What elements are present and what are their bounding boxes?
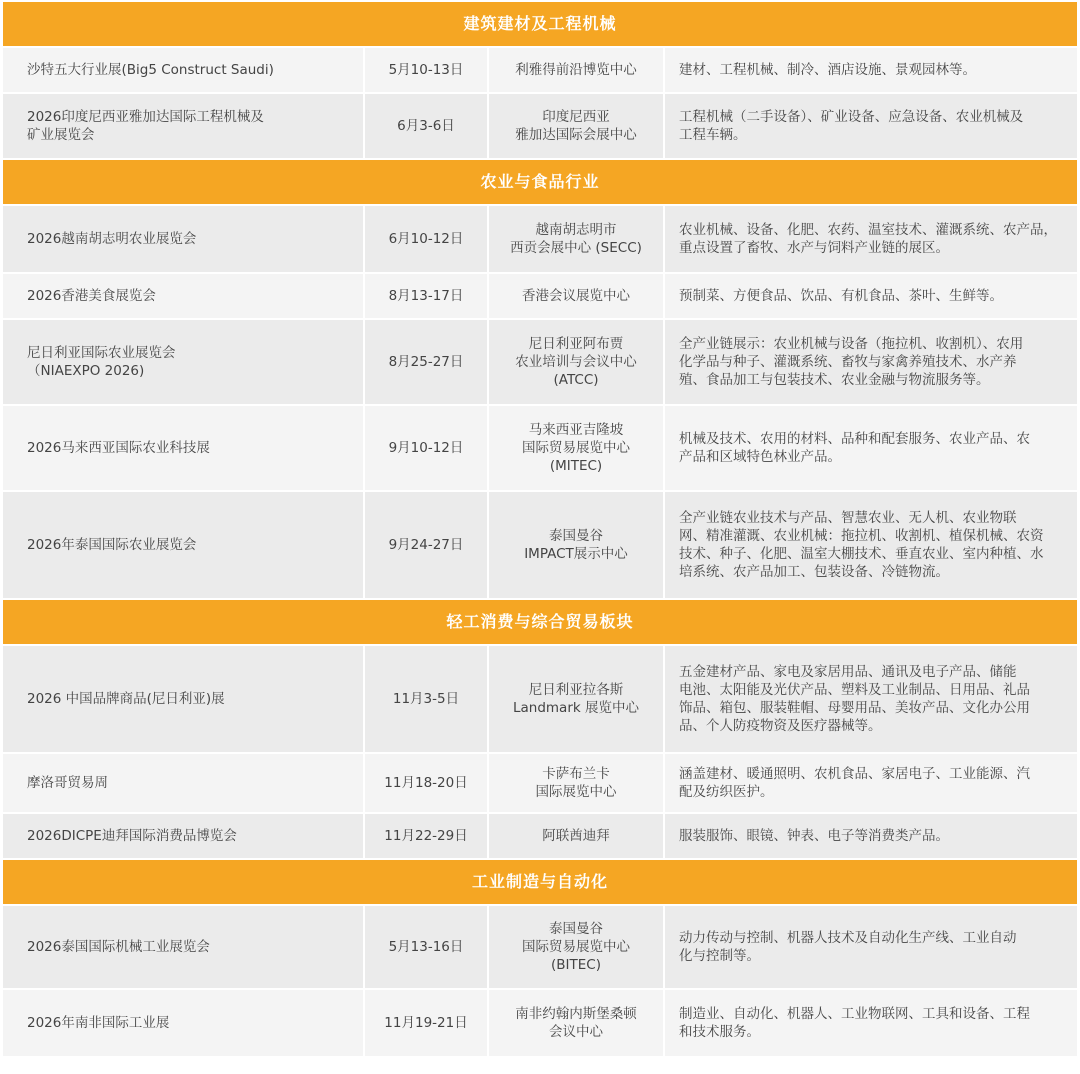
exhibition-venue xyxy=(489,94,663,158)
exhibition-scope-line: 涵盖建材、暖通照明、农机食品、家居电子、工业能源、汽 xyxy=(679,766,1030,782)
section-header xyxy=(3,600,1077,644)
exhibition-venue xyxy=(489,274,663,318)
exhibition-scope-line: 重点设置了畜牧、水产与饲料产业链的展区。 xyxy=(679,240,949,256)
exhibition-scope-line: 产品和区域特色林业产品。 xyxy=(679,449,841,465)
exhibition-date: 6月10-12日 xyxy=(365,206,487,272)
exhibition-venue-line: 香港会议展览中心 xyxy=(522,288,630,304)
exhibition-venue xyxy=(489,814,663,858)
exhibition-scope xyxy=(665,94,1077,158)
exhibition-scope-line: 网、精准灌溉、农业机械：拖拉机、收割机、植保机械、农资 xyxy=(679,528,1044,544)
table-row xyxy=(3,906,1077,988)
exhibition-date: 11月3-5日 xyxy=(365,646,487,752)
exhibition-name xyxy=(3,94,363,158)
exhibition-name-line: 2026马来西亚国际农业科技展 xyxy=(27,440,210,456)
exhibition-scope-line: 全产业链农业技术与产品、智慧农业、无人机、农业物联 xyxy=(679,510,1017,526)
exhibition-venue-line: 国际贸易展览中心 xyxy=(522,440,630,456)
exhibition-name xyxy=(3,406,363,490)
exhibition-name xyxy=(3,814,363,858)
exhibition-venue-line: 印度尼西亚 xyxy=(542,109,610,125)
exhibition-name-line: （NIAEXPO 2026) xyxy=(27,363,145,379)
exhibition-scope-line: 服装服饰、眼镜、钟表、电子等消费类产品。 xyxy=(679,828,949,844)
exhibition-venue-line: (BITEC) xyxy=(551,957,601,973)
section-title: 工业制造与自动化 xyxy=(3,860,1077,904)
exhibition-name-line: 2026泰国国际机械工业展览会 xyxy=(27,939,210,955)
exhibition-venue-line: 阿联酋迪拜 xyxy=(542,828,610,844)
table-row xyxy=(3,814,1077,858)
exhibition-scope xyxy=(665,406,1077,490)
exhibition-scope xyxy=(665,906,1077,988)
exhibition-scope xyxy=(665,492,1077,598)
exhibition-scope-line: 技术、种子、化肥、温室大棚技术、垂直农业、室内种植、水 xyxy=(679,546,1044,562)
exhibition-name xyxy=(3,990,363,1056)
section-title: 农业与食品行业 xyxy=(3,160,1077,204)
exhibition-name-line: 2026印度尼西亚雅加达国际工程机械及 xyxy=(27,109,264,125)
section-header xyxy=(3,2,1077,46)
exhibition-venue xyxy=(489,320,663,404)
exhibition-name-line: 2026DICPE迪拜国际消费品博览会 xyxy=(27,828,237,844)
exhibition-venue-line: Landmark 展览中心 xyxy=(512,700,639,716)
exhibition-scope-line: 农业机械、设备、化肥、农药、温室技术、灌溉系统、农产品， xyxy=(679,222,1057,238)
section-title: 建筑建材及工程机械 xyxy=(3,2,1077,46)
exhibition-venue-line: 国际贸易展览中心 xyxy=(522,939,630,955)
exhibition-scope xyxy=(665,320,1077,404)
section-header xyxy=(3,860,1077,904)
exhibition-venue-line: 雅加达国际会展中心 xyxy=(515,127,637,143)
table-body xyxy=(3,2,1077,1056)
expo-schedule-table xyxy=(1,0,1079,1058)
exhibition-scope xyxy=(665,814,1077,858)
table-row xyxy=(3,274,1077,318)
exhibition-name xyxy=(3,906,363,988)
table-row xyxy=(3,94,1077,158)
exhibition-venue-line: (MITEC) xyxy=(549,458,603,474)
exhibition-name-line: 2026越南胡志明农业展览会 xyxy=(27,231,197,247)
exhibition-scope-line: 品、个人防疫物资及医疗器械等。 xyxy=(679,718,882,734)
exhibition-scope xyxy=(665,646,1077,752)
exhibition-date: 9月10-12日 xyxy=(365,406,487,490)
exhibition-scope xyxy=(665,206,1077,272)
exhibition-venue-line: 会议中心 xyxy=(549,1024,603,1040)
exhibition-date: 9月24-27日 xyxy=(365,492,487,598)
table-row xyxy=(3,492,1077,598)
exhibition-venue-line: 国际展览中心 xyxy=(535,784,617,800)
table-row xyxy=(3,406,1077,490)
exhibition-venue-line: 尼日利亚拉各斯 xyxy=(528,682,624,698)
exhibition-venue xyxy=(489,406,663,490)
exhibition-venue-line: 利雅得前沿博览中心 xyxy=(515,62,637,78)
exhibition-venue-line: 农业培训与会议中心 xyxy=(515,354,637,370)
exhibition-name-line: 2026年南非国际工业展 xyxy=(27,1015,170,1031)
exhibition-scope-line: 培系统、农产品加工、包装设备、冷链物流。 xyxy=(679,564,949,580)
table-row xyxy=(3,754,1077,812)
table-row xyxy=(3,990,1077,1056)
exhibition-venue-line: 南非约翰内斯堡桑顿 xyxy=(515,1006,637,1022)
exhibition-date: 11月22-29日 xyxy=(365,814,487,858)
exhibition-scope-line: 电池、太阳能及光伏产品、塑料及工业制品、日用品、礼品 xyxy=(679,682,1030,698)
exhibition-date: 5月10-13日 xyxy=(365,48,487,92)
exhibition-venue-line: 西贡会展中心 (SECC) xyxy=(510,240,642,256)
section-title: 轻工消费与综合贸易板块 xyxy=(3,600,1077,644)
exhibition-venue-line: 泰国曼谷 xyxy=(549,921,603,937)
exhibition-name-line: 矿业展览会 xyxy=(27,127,95,143)
exhibition-date: 8月25-27日 xyxy=(365,320,487,404)
exhibition-date: 11月18-20日 xyxy=(365,754,487,812)
exhibition-venue-line: IMPACT展示中心 xyxy=(524,546,628,562)
table-row xyxy=(3,48,1077,92)
exhibition-venue xyxy=(489,492,663,598)
exhibition-venue-line: 卡萨布兰卡 xyxy=(542,766,610,782)
table-row xyxy=(3,206,1077,272)
section-header xyxy=(3,160,1077,204)
exhibition-scope xyxy=(665,990,1077,1056)
exhibition-date: 8月13-17日 xyxy=(365,274,487,318)
exhibition-venue xyxy=(489,754,663,812)
exhibition-scope-line: 配及纺织医护。 xyxy=(679,784,774,800)
exhibition-scope-line: 建材、工程机械、制冷、酒店设施、景观园林等。 xyxy=(679,62,976,78)
exhibition-venue-line: 泰国曼谷 xyxy=(549,528,603,544)
exhibition-scope-line: 饰品、箱包、服装鞋帽、母婴用品、美妆产品、文化办公用 xyxy=(679,700,1030,716)
exhibition-scope-line: 和技术服务。 xyxy=(679,1024,760,1040)
exhibition-venue-line: 越南胡志明市 xyxy=(535,222,617,238)
exhibition-name xyxy=(3,48,363,92)
exhibition-scope xyxy=(665,48,1077,92)
exhibition-name-line: 沙特五大行业展(Big5 Construct Saudi) xyxy=(27,62,274,78)
exhibition-scope-line: 五金建材产品、家电及家居用品、通讯及电子产品、储能 xyxy=(679,664,1017,680)
exhibition-name-line: 尼日利亚国际农业展览会 xyxy=(27,345,176,361)
exhibition-name-line: 摩洛哥贸易周 xyxy=(27,775,108,791)
exhibition-date: 6月3-6日 xyxy=(365,94,487,158)
exhibition-venue-line: (ATCC) xyxy=(553,372,599,388)
exhibition-name xyxy=(3,320,363,404)
exhibition-scope-line: 化学品与种子、灌溉系统、畜牧与家禽养殖技术、水产养 xyxy=(679,354,1017,370)
table-row xyxy=(3,320,1077,404)
exhibition-name xyxy=(3,274,363,318)
exhibition-scope-line: 机械及技术、农用的材料、品种和配套服务、农业产品、农 xyxy=(679,431,1030,447)
exhibition-scope-line: 工程机械（二手设备）、矿业设备、应急设备、农业机械及 xyxy=(679,109,1024,125)
exhibition-scope-line: 制造业、自动化、机器人、工业物联网、工具和设备、工程 xyxy=(679,1006,1030,1022)
exhibition-scope xyxy=(665,754,1077,812)
exhibition-venue-line: 尼日利亚阿布贾 xyxy=(528,336,624,352)
exhibition-scope-line: 预制菜、方便食品、饮品、有机食品、茶叶、生鲜等。 xyxy=(679,288,1003,304)
exhibition-date: 11月19-21日 xyxy=(365,990,487,1056)
exhibition-venue-line: 马来西亚吉隆坡 xyxy=(528,422,624,438)
exhibition-scope-line: 殖、食品加工与包装技术、农业金融与物流服务等。 xyxy=(679,372,990,388)
exhibition-venue xyxy=(489,990,663,1056)
exhibition-scope xyxy=(665,274,1077,318)
exhibition-venue xyxy=(489,646,663,752)
exhibition-venue xyxy=(489,48,663,92)
exhibition-venue xyxy=(489,906,663,988)
exhibition-name xyxy=(3,646,363,752)
exhibition-name-line: 2026香港美食展览会 xyxy=(27,288,156,304)
exhibition-date: 5月13-16日 xyxy=(365,906,487,988)
exhibition-venue xyxy=(489,206,663,272)
exhibition-scope-line: 动力传动与控制、机器人技术及自动化生产线、工业自动 xyxy=(679,930,1017,946)
exhibition-name-line: 2026 中国品牌商品(尼日利亚)展 xyxy=(27,691,225,707)
exhibition-name-line: 2026年泰国国际农业展览会 xyxy=(27,537,197,553)
exhibition-scope-line: 工程车辆。 xyxy=(679,127,747,143)
exhibition-scope-line: 全产业链展示：农业机械与设备（拖拉机、收割机）、农用 xyxy=(679,336,1024,352)
exhibition-scope-line: 化与控制等。 xyxy=(679,948,760,964)
exhibition-name xyxy=(3,206,363,272)
table-row xyxy=(3,646,1077,752)
exhibition-name xyxy=(3,754,363,812)
exhibition-name xyxy=(3,492,363,598)
